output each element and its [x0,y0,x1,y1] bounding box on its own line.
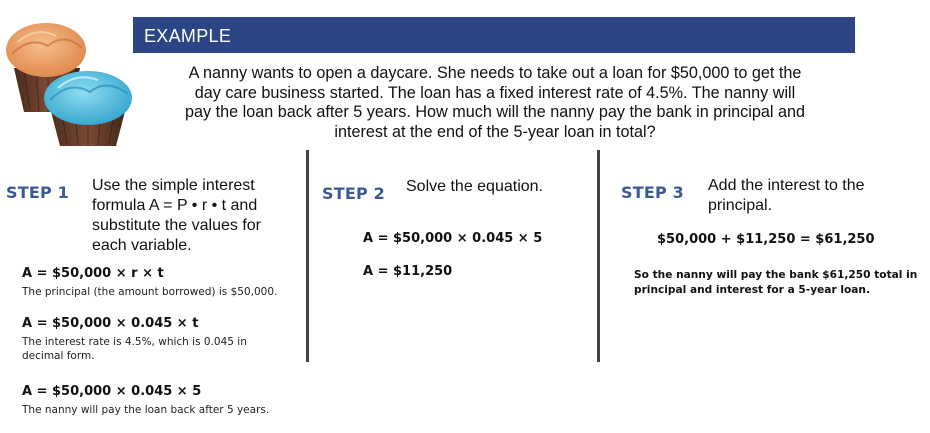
example-banner-label: EXAMPLE [144,26,232,46]
problem-line: A nanny wants to open a daycare. She needs to take out a loan for $50,000 to get the [188,64,802,82]
problem-line: interest at the end of the 5-year loan in total? [334,122,656,141]
step1-description [92,176,302,256]
conclusion-line: principal and interest for a 5-year loan. [634,284,870,296]
step1-note [22,403,269,417]
step1-note [22,285,277,299]
step2-label: STEP 2 [322,184,385,203]
problem-line: pay the loan back after 5 years. How much will the nanny pay the bank in principal and [185,103,805,121]
step1-desc-line: substitute the values for [92,217,261,234]
step1-equation: A = $50,000 × 0.045 × t [22,316,199,331]
note-line: decimal form. [22,350,95,362]
step1-desc-line: each variable. [92,237,192,254]
step3-desc-line: principal. [708,197,773,214]
step3-conclusion [634,268,928,298]
step1-equation: A = $50,000 × r × t [22,266,164,281]
step1-desc-line: Use the simple interest [92,177,255,194]
step2-result: A = $11,250 [363,264,453,279]
step2-description: Solve the equation. [406,178,543,195]
step1-label: STEP 1 [6,183,69,202]
example-banner [133,17,855,53]
step3-label: STEP 3 [621,183,684,202]
step3-equation: $50,000 + $11,250 = $61,250 [657,232,875,247]
note-line: The nanny will pay the loan back after 5 years. [22,404,270,416]
problem-line: day care business started. The loan has a fixed interest rate of 4.5%. The nanny will [194,83,796,102]
step3-description [708,176,908,216]
conclusion-line: So the nanny will pay the bank $61,250 total in [634,269,918,281]
cupcakes-icon [0,8,135,148]
step2-equation: A = $50,000 × 0.045 × 5 [363,231,543,246]
step3-desc-line: Add the interest to the [708,177,865,194]
step1-equation: A = $50,000 × 0.045 × 5 [22,384,202,399]
problem-statement [135,64,855,142]
step1-note [22,335,247,363]
column-divider [597,150,600,362]
note-line: The interest rate is 4.5%, which is 0.045 in [22,336,247,348]
note-line: The principal (the amount borrowed) is $50,000. [22,286,278,298]
column-divider [306,150,309,362]
step1-desc-line: formula A = P • r • t and [92,197,258,214]
